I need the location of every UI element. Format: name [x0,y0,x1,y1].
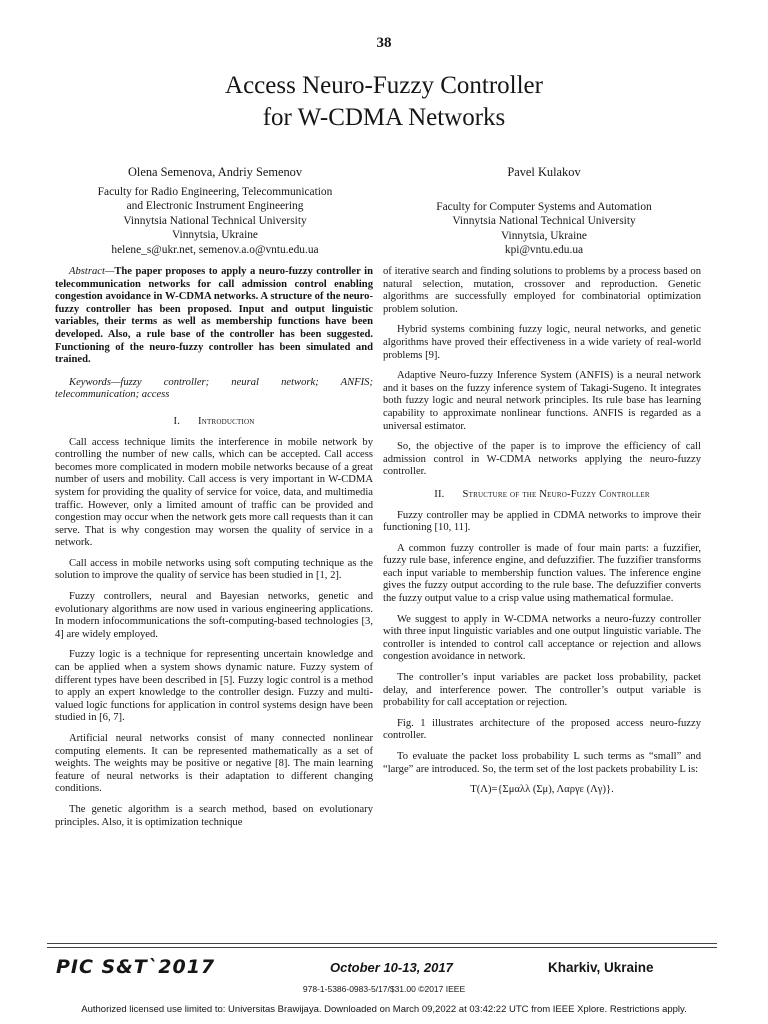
body-paragraph: Fuzzy controller may be applied in CDMA networks to improve their functioning [10, 11]. [383,509,701,534]
section-number: II. [434,488,445,500]
body-paragraph: Fuzzy controllers, neural and Bayesian networks, genetic and evolutionary algorithms are now used in various engineering applications. In modern infocommunications the soft-computing-based technologies [3, 4] are widely employed. [55,591,373,640]
equation: T(Λ)={Σμαλλ (Σμ), Λαργε (Λγ)}. [470,784,614,796]
section-title: Introduction [198,415,255,427]
author-block-right [383,165,705,258]
author-names-left: Olena Semenova, Andriy Semenov [127,165,303,179]
keywords: Keywords—fuzzy controller; neural network; ANFIS; telecommunication; access [55,376,373,401]
body-paragraph: Fig. 1 illustrates architecture of the proposed access neuro-fuzzy controller. [383,717,701,742]
abstract-label: Abstract— [69,266,115,277]
author-email-right: kpi@vntu.edu.ua [504,244,584,257]
body-paragraph: of iterative search and finding solutions to problems by a process based on natural selection, mutation, crossover and reproduction. Genetic algorithms are successfully employed for combinatorial optimization problem solution. [383,266,701,315]
author-block-left [55,165,375,258]
body-paragraph: Hybrid systems combining fuzzy logic, neural networks, and genetic algorithms have proved their effectiveness in a wide variety of real-world problems [9]. [383,324,701,361]
section-title: Structure of the Neuro-Fuzzy Controller [462,488,650,500]
title-line-2: for W-CDMA Networks [262,104,506,131]
abstract-text: The paper proposes to apply a neuro-fuzzy controller in telecommunication networks for call admission control enabling congestion avoidance in W-CDMA networks. A structure of the neuro-fuzzy controller has been proposed. Input and output linguistic variables, their terms as well as membership functions have been developed. Also, a rule base of the controller has been suggested. Functioning of the neuro-fuzzy controller has been simulated and trained. [55,266,373,366]
conference-location: Kharkiv, Ukraine [548,960,654,975]
section-heading-introduction [55,416,373,429]
right-column [383,266,701,805]
author-name-right: Pavel Kulakov [507,165,581,179]
affiliation-line: and Electronic Instrument Engineering [126,200,304,213]
left-column [55,266,373,837]
isbn-line: 978-1-5386-0983-5/17/$31.00 ©2017 IEEE [302,984,466,994]
affiliation-line: Vinnytsia, Ukraine [172,229,258,242]
footer-divider [47,947,717,948]
affiliation-line: Vinnytsia National Technical University [123,214,307,227]
body-paragraph: We suggest to apply in W-CDMA networks a neuro-fuzzy controller with three input linguistic variables and one output linguistic variable. The controller is intended to control call acceptance or rejection and allows congestion avoidance in network. [383,613,701,663]
author-email-left: helene_s@ukr.net, semenov.a.o@vntu.edu.ua [111,243,319,256]
page-number: 38 [376,35,392,51]
title-line-1: Access Neuro-Fuzzy Controller [225,72,543,99]
body-paragraph: Call access in mobile networks using soft computing technique as the solution to improve the quality of service has been studied in [1, 2]. [55,557,373,582]
body-paragraph: The genetic algorithm is a search method, based on evolutionary principles. Also, it is optimization technique [55,803,373,828]
conference-date: October 10-13, 2017 [330,960,453,975]
footer-divider [47,943,717,944]
paper-title [0,70,768,134]
body-paragraph: Adaptive Neuro-fuzzy Inference System (ANFIS) is a neural network and it bases on the fuzzy inference system of Takagi-Sugeno. It integrates both fuzzy logic and neural network principles. Its rule base has learning capability to approximate nonlinear functions. ANFIS is regarded as a universal estimator. [383,370,701,432]
body-paragraph: Call access technique limits the interference in mobile network by controlling the number of new calls, which can be accepted. Call access becomes more complicated in modern mobile networks because of a great number of users and mobility. Call access is very important in W-CDMA system for providing the quality of service for voice, data, and multimedia traffic. However, only a limited amount of traffic can be provided and congestion may occur when the network gets more call requests than it can serve. That is why congestion may worsen the quality of service in a network. [55,436,373,549]
affiliation-line: Vinnytsia National Technical University [452,215,636,228]
section-number: I. [173,415,181,427]
license-notice: Authorized licensed use limited to: Universitas Brawijaya. Downloaded on March 09,2022 at 03:42:22 UTC from IEEE Xplore. Restrictions apply. [81,1004,687,1015]
affiliation-line: Faculty for Radio Engineering, Telecommunication [97,185,333,198]
body-paragraph: A common fuzzy controller is made of four main parts: a fuzzifier, fuzzy rule base, inference engine, and defuzzifier. The fuzzifier transforms each input variable to membership function values. The inference engine gives the fuzzy output according to the rule base. The defuzzifier converts the fuzzy output value to a crisp value using mathematical formulae. [383,542,701,605]
body-paragraph: So, the objective of the paper is to improve the efficiency of call admission control in W-CDMA networks applying the neuro-fuzzy controller. [383,441,701,478]
body-paragraph: Artificial neural networks consist of many connected nonlinear computing elements. It can be represented mathematically as a set of weights. The weights may be positive or negative [8]. The main learning feature of neural networks is their adaptation to different changing conditions. [55,733,373,795]
conference-logo: PIC S&T`2017 [56,956,216,978]
body-paragraph: Fuzzy logic is a technique for representing uncertain knowledge and can be applied when a system shows dynamic nature. Fuzzy system of different types have been described in [5]. Fuzzy logic control is a method to apply an expert knowledge to the controller design. Fuzzy and multi-valued logic functions for application in control systems design have been studied in [6, 7]. [55,649,373,724]
affiliation-line: Faculty for Computer Systems and Automation [436,200,652,213]
section-heading-structure [383,489,701,502]
affiliation-line: Vinnytsia, Ukraine [501,229,587,242]
abstract [55,266,373,367]
body-paragraph: To evaluate the packet loss probability L such terms as “small” and “large” are introduced. So, the term set of the lost packets probability L is: [383,751,701,775]
body-paragraph: The controller’s input variables are packet loss probability, packet delay, and interference power. The controller’s output variable is probability for call acceptation or rejection. [383,672,701,709]
